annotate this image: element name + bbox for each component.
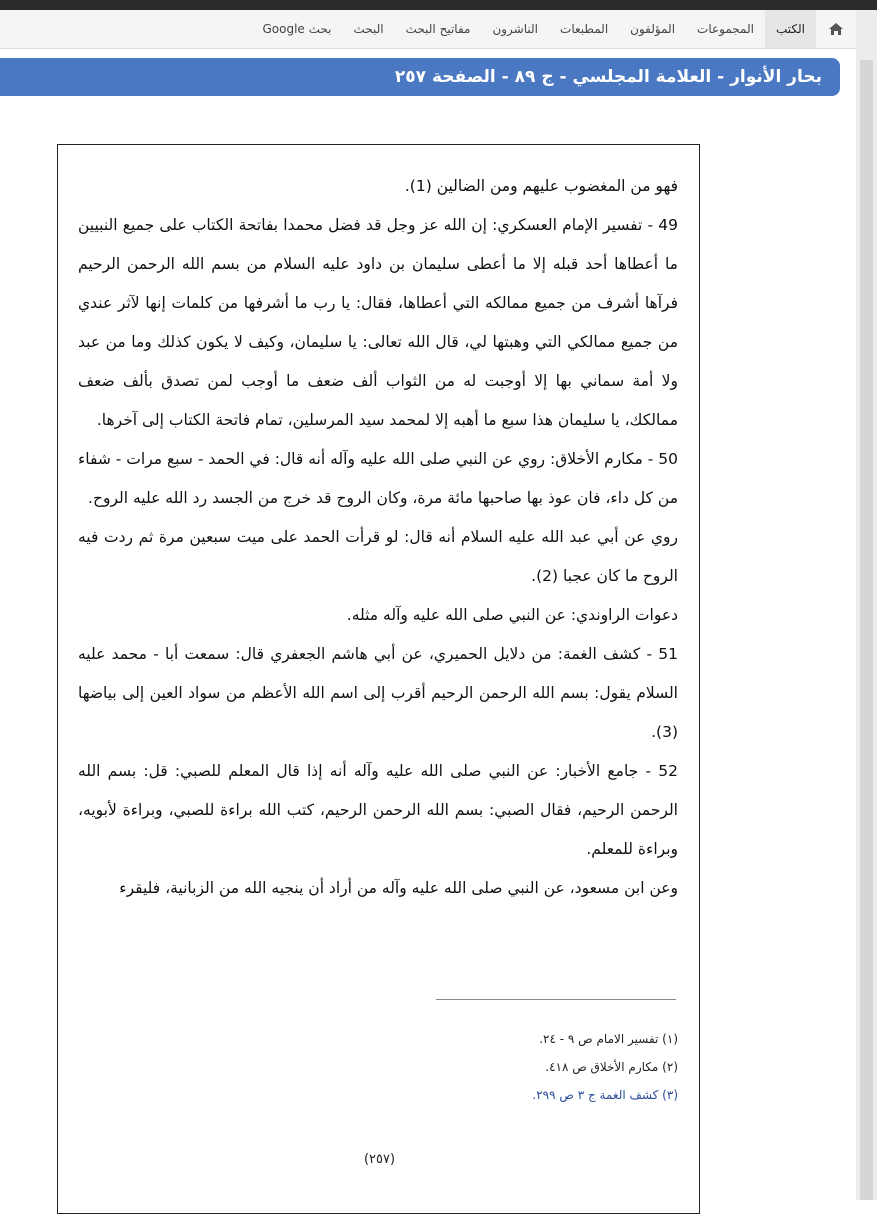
- footnotes: [138, 1025, 678, 1109]
- footnote-2: (٢) مكارم الأخلاق ص ٤١٨.: [545, 1060, 678, 1074]
- page-body-text: [78, 167, 678, 908]
- nav-item-authors[interactable]: المؤلفون: [630, 22, 676, 36]
- nav-item-search-keys[interactable]: مفاتيح البحث: [405, 22, 471, 36]
- page-number: (٢٥٧): [363, 1152, 396, 1167]
- home-icon: [828, 22, 844, 36]
- book-page: [57, 144, 700, 1214]
- nav-item-printers[interactable]: المطبعات: [560, 22, 609, 36]
- page-header-bar: [0, 58, 840, 96]
- paragraph: وعن ابن مسعود، عن النبي صلى الله عليه وآله من أراد أن ينجيه الله من الزبانية، فليقرء: [119, 879, 678, 897]
- footnote-divider: [436, 999, 676, 1000]
- footnote-1: (١) تفسير الامام ص ٩ - ٢٤.: [539, 1032, 678, 1046]
- paragraph: دعوات الراوندي: عن النبي صلى الله عليه وآله مثله.: [346, 606, 678, 624]
- paragraph: فهو من المغضوب عليهم ومن الضالين (1).: [404, 177, 678, 195]
- paragraph: 50 - مكارم الأخلاق: روي عن النبي صلى الله عليه وآله أنه قال: في الحمد - سبع مرات - شفاء من كل داء، فان عوذ بها صاحبها مائة مرة، وكان الروح قد خرج من الجسد رد الله عليه الروح.: [78, 450, 678, 507]
- nav-item-publishers[interactable]: الناشرون: [492, 22, 539, 36]
- paragraph: روي عن أبي عبد الله عليه السلام أنه قال: لو قرأت الحمد على ميت سبعين مرة ثم ردت فيه الروح ما كان عجبا (2).: [78, 528, 678, 585]
- window-top-strip: [0, 0, 877, 10]
- top-navigation: [0, 10, 856, 49]
- nav-item-books[interactable]: الكتب: [765, 10, 816, 48]
- footnote-3-link[interactable]: (٣) كشف الغمة ج ٣ ص ٢٩٩.: [532, 1088, 678, 1102]
- vertical-scrollbar[interactable]: [860, 60, 873, 1200]
- nav-items: [251, 10, 816, 48]
- page-title: بحار الأنوار - العلامة المجلسي - ج ٨٩ - الصفحة ٢٥٧: [394, 67, 822, 87]
- home-button[interactable]: [816, 10, 856, 48]
- right-side-panel: [856, 10, 877, 1200]
- paragraph: 51 - كشف الغمة: من دلايل الحميري، عن أبي هاشم الجعفري قال: سمعت أبا - محمد عليه السلام يقول: بسم الله الرحمن الرحيم أقرب إلى اسم الله الأعظم من سواد العين إلى بياضها (3).: [78, 645, 678, 741]
- paragraph: 52 - جامع الأخبار: عن النبي صلى الله عليه وآله أنه إذا قال المعلم للصبي: قل: بسم الله الرحمن الرحيم، فقال الصبي: بسم الله الرحمن الرحيم، كتب الله براءة للصبي، وبراءة لأبويه، وبراءة للمعلم.: [78, 762, 678, 858]
- nav-item-search[interactable]: البحث: [353, 22, 384, 36]
- nav-item-google-search[interactable]: بحث Google: [262, 22, 332, 36]
- nav-item-collections[interactable]: المجموعات: [697, 22, 754, 36]
- paragraph: 49 - تفسير الإمام العسكري: إن الله عز وجل قد فضل محمدا بفاتحة الكتاب على جميع النبيين ما أعطاها أحد قبله إلا ما أعطى سليمان بن داود عليه السلام من بسم الله الرحمن الرحيم فرآها أشرف من جميع ممالكه التي أعطاها، فقال: يا رب ما أشرفها من كلمات إنها لآثر عندي من جميع ممالكي التي وهبتها لي، قال الله تعالى: يا سليمان، وكيف لا يكون كذلك وما من عبد ولا أمة سماني بها إلا أوجبت له من الثواب ألف ضعف ما أوجب لمن تصدق بألف ضعف ممالكك، يا سليمان هذا سبع ما أهبه إلا لمحمد سيد المرسلين، تمام فاتحة الكتاب إلى آخرها.: [78, 216, 678, 429]
